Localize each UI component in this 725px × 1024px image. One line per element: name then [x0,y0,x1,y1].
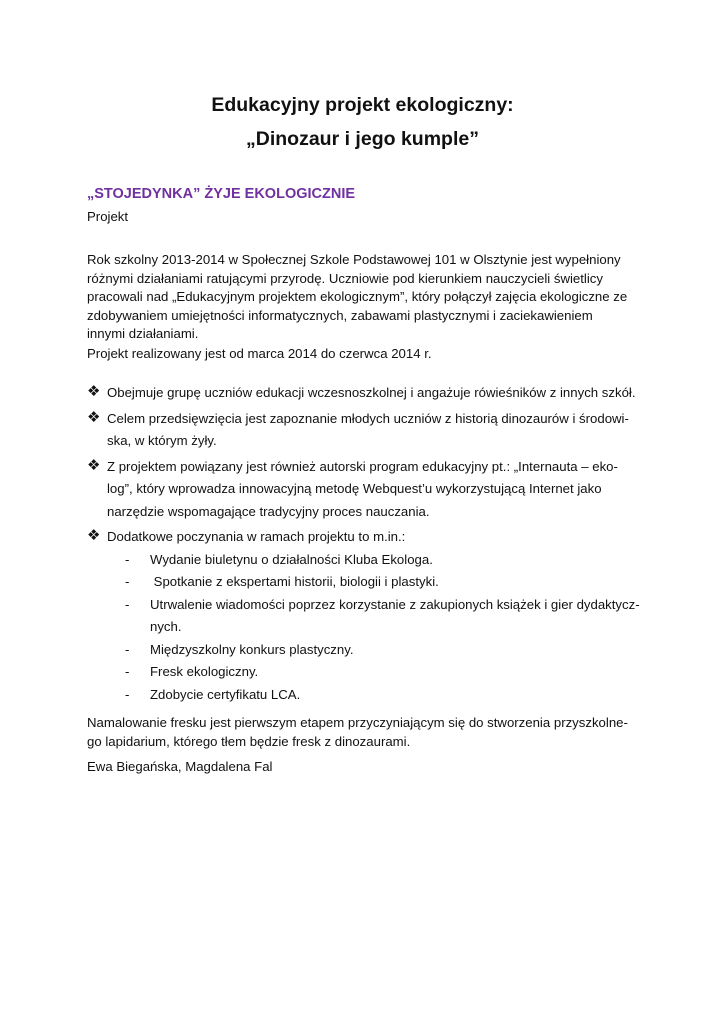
bullet-item [87,382,647,405]
diamond-bullet-icon: ❖ [87,527,101,544]
diamond-bullet-icon: ❖ [87,408,101,426]
bullet-item [87,526,647,706]
intro-paragraph [87,251,647,344]
bullet-item [87,456,647,524]
sub-item-list [107,549,647,707]
bullet-text: narzędzie wspomagające tradycyjny proces nauczania. [107,503,430,519]
document-title-line-1: Edukacyjny projekt ekologiczny: [211,94,514,116]
intro-line: Rok szkolny 2013-2014 w Społecznej Szkole Podstawowej 101 w Olsztynie jest wypełniony [87,252,621,267]
sub-item [107,549,647,572]
document-title-line-2: „Dinozaur i jego kumple” [246,128,479,150]
closing-paragraph [87,714,647,751]
bullet-text: ska, w którym żyły. [107,433,217,448]
sub-item-text: Międzyszkolny konkurs plastyczny. [150,641,354,657]
sub-item [107,684,647,707]
sub-item-text: nych. [150,619,182,634]
diamond-bullet-icon: ❖ [87,383,101,400]
sub-item-text: Utrwalenie wiadomości poprzez korzystanie z zakupionych książek i gier dydaktycz- [150,596,640,612]
sub-item-text: Wydanie biuletynu o działalności Kluba Ekologa. [150,551,433,567]
dash-bullet-icon: - [125,574,130,589]
diamond-bullet-icon: ❖ [87,456,101,474]
bullet-text: Obejmuje grupę uczniów edukacji wczesnoszkolnej i angażuje rówieśników z innych szkół. [107,385,636,400]
bullet-item [87,408,647,453]
intro-line: innymi działaniami. [87,326,199,341]
dash-bullet-icon: - [125,596,130,612]
bullet-list [87,382,647,709]
bullet-text: Z projektem powiązany jest również autorski program edukacyjny pt.: „Internauta – eko- [107,458,618,474]
sub-item [107,661,647,684]
sub-item-text: Zdobycie certyfikatu LCA. [150,686,301,702]
closing-line: Namalowanie fresku jest pierwszym etapem przyczyniającym się do stworzenia przyszkolne- [87,715,628,730]
intro-line: pracowali nad „Edukacyjnym projektem ekologicznym”, który połączył zajęcia ekologiczne ze [87,289,628,304]
sub-item [107,594,647,639]
sub-item-text: Spotkanie z ekspertami historii, biologii i plastyki. [150,574,439,589]
project-dates: Projekt realizowany jest od marca 2014 do czerwca 2014 r. [87,346,432,361]
subtitle: Projekt [87,209,129,224]
dash-bullet-icon: - [125,664,130,679]
dash-bullet-icon: - [125,686,130,702]
bullet-text: Celem przedsięwzięcia jest zapoznanie młodych uczniów z historią dinozaurów i środowi- [107,410,629,426]
authors: Ewa Biegańska, Magdalena Fal [87,759,273,774]
bullet-text: log”, który wprowadza innowacyjną metodę Webquest’u wykorzystującą Internet jako [107,481,602,496]
dash-bullet-icon: - [125,641,130,657]
sub-item-text: Fresk ekologiczny. [150,664,259,679]
intro-line: różnymi działaniami ratującymi przyrodę. Uczniowie pod kierunkiem nauczycieli świetlicy [87,270,603,286]
section-heading: „STOJEDYNKA” ŻYJE EKOLOGICZNIE [87,186,356,202]
dash-bullet-icon: - [125,551,130,567]
closing-line: go lapidarium, którego tłem będzie fresk z dinozaurami. [87,733,411,749]
sub-item [107,639,647,662]
bullet-text: Dodatkowe poczynania w ramach projektu to m.in.: [107,529,406,544]
intro-line: zdobywaniem umiejętności informatycznych, zabawami plastycznymi i zaciekawieniem [87,307,593,323]
sub-item [107,571,647,594]
